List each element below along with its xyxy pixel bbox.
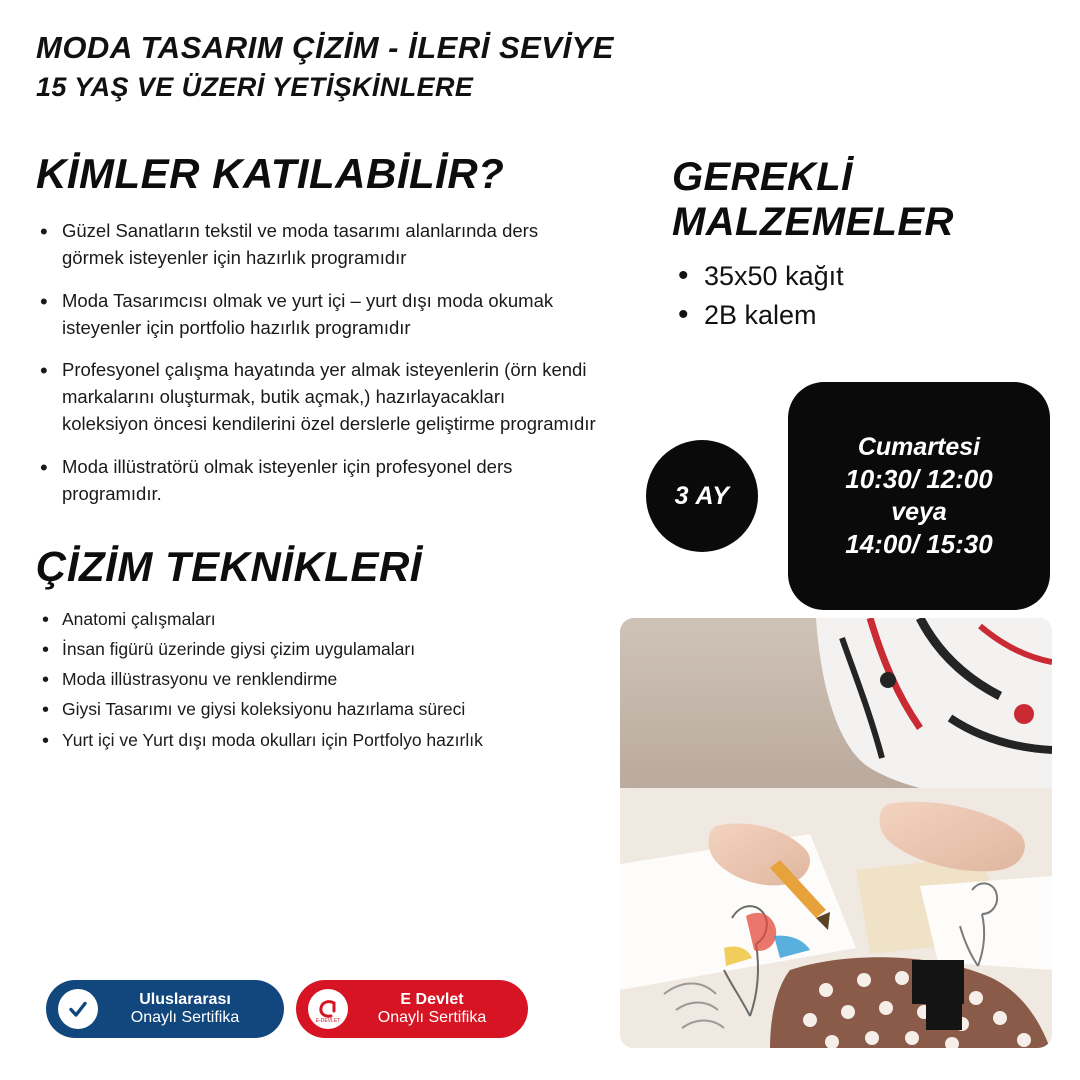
list-item: • İnsan figürü üzerinde giysi çizim uygulamaları — [36, 636, 596, 662]
left-column — [36, 152, 596, 757]
svg-text:E-DEVLET: E-DEVLET — [315, 1018, 341, 1024]
right-column — [672, 155, 1058, 335]
list-item: • Giysi Tasarımı ve giysi koleksiyonu hazırlama süreci — [36, 696, 596, 722]
certificate-badges — [46, 980, 528, 1038]
poster-header — [36, 30, 936, 103]
list-item: • 2B kalem — [672, 296, 1058, 335]
who-section-title: KİMLER KATILABİLİR? — [36, 150, 505, 197]
schedule-day: Cumartesi — [857, 432, 981, 461]
certificate-title: E Devlet — [400, 991, 464, 1009]
list-item: • Güzel Sanatların tekstil ve moda tasarımı alanlarında ders görmek isteyenler için hazırlık programıdır — [36, 218, 596, 272]
schedule-time-first: 10:30/ 12:00 — [845, 463, 993, 494]
check-icon — [58, 989, 98, 1029]
schedule-badge — [788, 382, 1050, 610]
schedule-separator: veya — [891, 498, 947, 526]
materials-section-list — [672, 257, 1058, 335]
certificate-title: Uluslararası — [139, 991, 231, 1009]
list-item: • Moda illüstrasyonu ve renklendirme — [36, 666, 596, 692]
list-item: • 35x50 kağıt — [672, 257, 1058, 296]
certificate-badge-edevlet — [296, 980, 528, 1038]
materials-section-title: GEREKLİ MALZEMELER — [672, 155, 954, 244]
certificate-subtitle: Onaylı Sertifika — [377, 1009, 487, 1026]
list-item: • Anatomi çalışmaları — [36, 606, 596, 632]
duration-badge-label: 3 AY — [674, 481, 730, 510]
duration-badge — [646, 440, 758, 552]
certificate-text — [108, 991, 262, 1027]
techniques-section-list — [36, 606, 596, 753]
certificate-subtitle: Onaylı Sertifika — [130, 1009, 240, 1026]
list-item: • Profesyonel çalışma hayatında yer almak isteyenlerin (örn kendi markalarını oluşturmak, butik açmak,) hazırlayacakları koleksiyon öncesi kendilerini özel derslerle geliştirme programıdır — [36, 357, 596, 437]
schedule-time-second: 14:00/ 15:30 — [845, 529, 993, 559]
techniques-section-title: ÇİZİM TEKNİKLERİ — [36, 543, 422, 591]
photo-illustration — [620, 618, 1052, 1048]
header-title-line1: MODA TASARIM ÇİZİM - İLERİ SEVİYE — [36, 30, 614, 65]
header-title-line2: 15 YAŞ VE ÜZERİ YETİŞKİNLERE — [36, 72, 474, 102]
check-icon-svg — [67, 998, 89, 1020]
fashion-sketching-photo — [620, 618, 1052, 1048]
who-section-list — [36, 218, 596, 507]
certificate-badge-international — [46, 980, 284, 1038]
certificate-text — [358, 991, 506, 1027]
e-devlet-icon — [308, 989, 348, 1029]
list-item: • Moda illüstratörü olmak isteyenler için profesyonel ders programıdır. — [36, 454, 596, 508]
e-devlet-icon-svg — [313, 994, 343, 1024]
list-item: • Moda Tasarımcısı olmak ve yurt içi – yurt dışı moda okumak isteyenler için portfolio hazırlık programıdır — [36, 288, 596, 342]
list-item: • Yurt içi ve Yurt dışı moda okulları için Portfolyo hazırlık — [36, 727, 596, 753]
